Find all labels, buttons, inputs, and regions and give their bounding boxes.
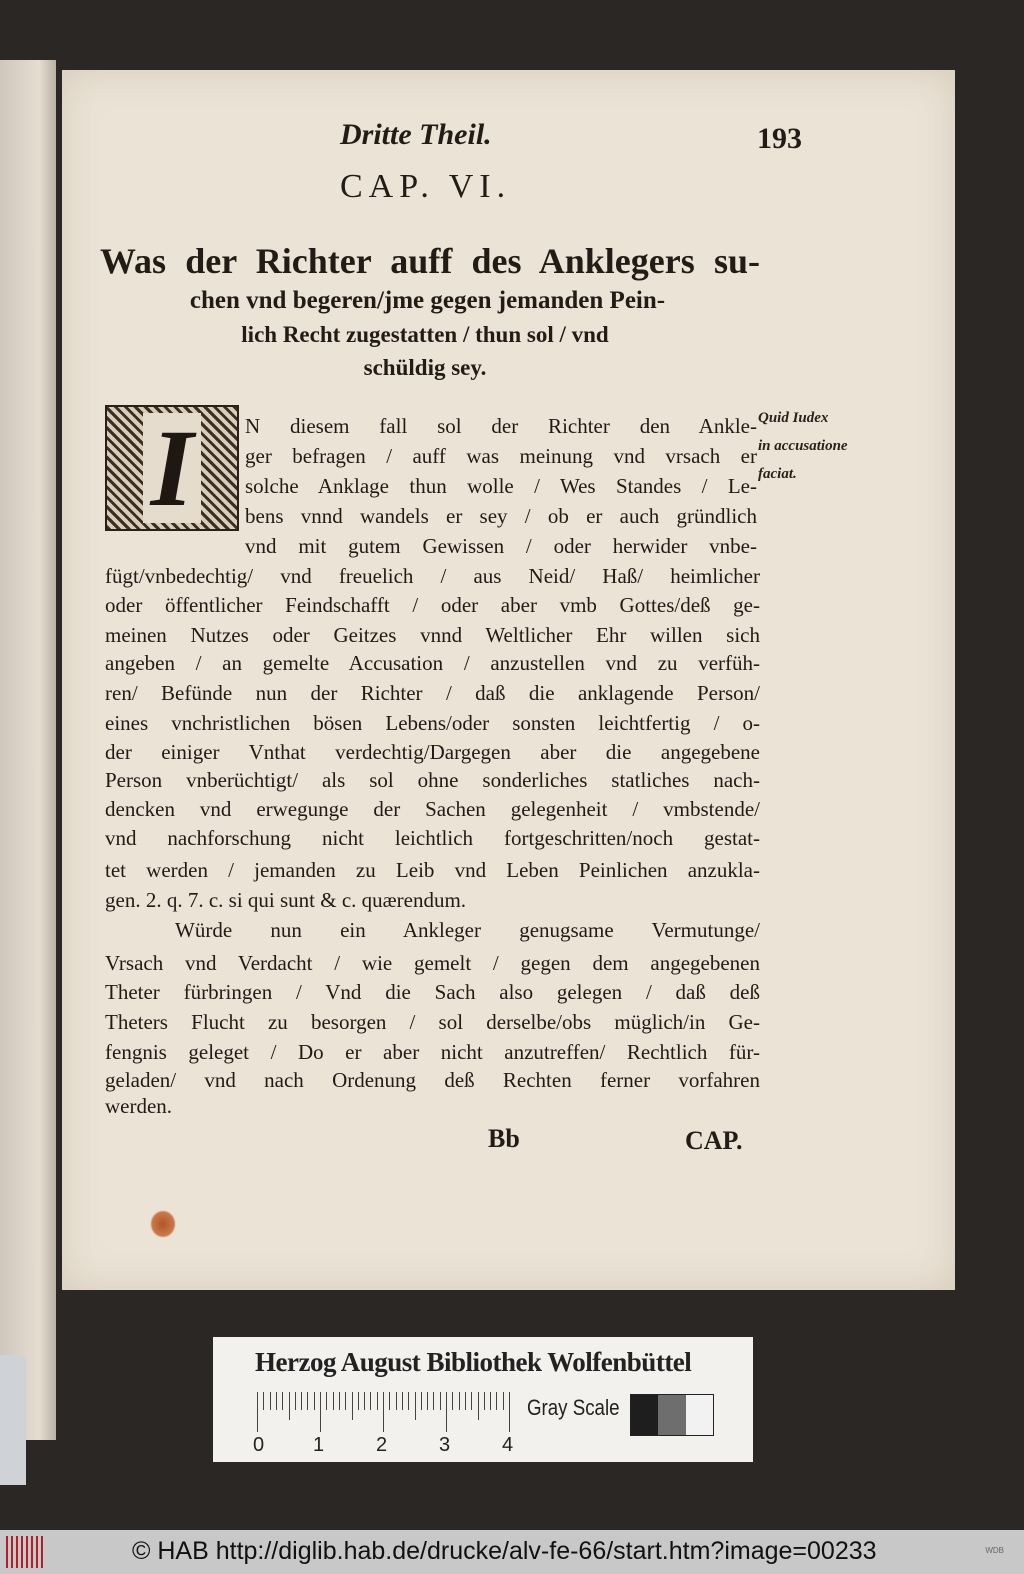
marginal-note: in accusatione bbox=[758, 438, 848, 454]
ruler-tick bbox=[389, 1392, 390, 1410]
body-line: Person vnberüchtigt/ als sol ohne sonderliches statliches nach- bbox=[105, 768, 760, 792]
page-number: 193 bbox=[757, 122, 802, 155]
ruler-label: 2 bbox=[376, 1434, 388, 1456]
ruler-tick bbox=[270, 1392, 271, 1410]
gray-scale-swatches bbox=[630, 1394, 714, 1436]
ruler-tick bbox=[364, 1392, 365, 1410]
chapter-title-line: schüldig sey. bbox=[363, 355, 487, 380]
ruler-label: 1 bbox=[313, 1434, 325, 1456]
gray-swatch bbox=[631, 1395, 658, 1435]
ruler-tick bbox=[446, 1392, 447, 1432]
ruler-tick bbox=[307, 1392, 308, 1410]
body-line: werden. bbox=[105, 1094, 173, 1118]
ruler-tick bbox=[352, 1392, 353, 1420]
ruler-tick bbox=[289, 1392, 290, 1420]
ruler-tick bbox=[427, 1392, 428, 1410]
ruler-tick bbox=[333, 1392, 334, 1410]
ruler-tick bbox=[263, 1392, 264, 1410]
body-line: angeben / an gemelte Accusation / anzustellen vnd zu verfüh- bbox=[105, 651, 760, 675]
chapter-title-line: lich Recht zugestatten / thun sol / vnd bbox=[241, 322, 609, 347]
body-line: vnd nachforschung nicht leichtlich fortgeschritten/noch gestat- bbox=[105, 826, 760, 850]
body-line: der einiger Vnthat verdechtig/Dargegen aber die angegebene bbox=[105, 740, 760, 764]
decorated-initial bbox=[105, 405, 239, 531]
ruler-label: 4 bbox=[502, 1434, 514, 1456]
copyright-url[interactable]: © HAB http://diglib.hab.de/drucke/alv-fe-66/start.htm?image=00233 bbox=[132, 1537, 877, 1565]
ruler-tick bbox=[295, 1392, 296, 1410]
ruler-tick bbox=[396, 1392, 397, 1410]
ruler-tick bbox=[465, 1392, 466, 1410]
body-line: meinen Nutzes oder Geitzes vnnd Weltlicher Ehr willen sich bbox=[105, 623, 760, 647]
ruler-tick bbox=[490, 1392, 491, 1410]
chapter-title-line: chen vnd begeren/jme gegen jemanden Pein- bbox=[189, 287, 666, 314]
ruler-tick bbox=[257, 1392, 258, 1432]
ruler-tick bbox=[314, 1392, 315, 1410]
ruler-tick bbox=[433, 1392, 434, 1410]
ruler-tick bbox=[509, 1392, 510, 1432]
body-line: vnd mit gutem Gewissen / oder herwider vnbe- bbox=[245, 534, 757, 558]
body-line: tet werden / jemanden zu Leib vnd Leben Peinlichen anzukla- bbox=[105, 858, 760, 882]
ruler-tick bbox=[421, 1392, 422, 1410]
ruler-tick bbox=[320, 1392, 321, 1432]
scale-card bbox=[213, 1337, 753, 1462]
body-line: Theter fürbringen / Vnd die Sach also gelegen / daß deß bbox=[105, 980, 760, 1004]
body-line: fügt/vnbedechtig/ vnd freuelich / aus Neid/ Haß/ heimlicher bbox=[105, 564, 760, 588]
body-line: Vrsach vnd Verdacht / wie gemelt / gegen dem angegebenen bbox=[105, 951, 760, 975]
facing-label-strip bbox=[0, 1355, 26, 1485]
marginal-note: faciat. bbox=[758, 466, 797, 482]
gray-scale-label: Gray Scale bbox=[527, 1395, 620, 1420]
running-head: Dritte Theil. bbox=[340, 118, 492, 151]
ruler-tick bbox=[282, 1392, 283, 1410]
ruler-tick bbox=[383, 1392, 384, 1432]
chapter-title-line: Was der Richter auff des Anklegers su- bbox=[100, 241, 760, 281]
ink-stain bbox=[150, 1210, 176, 1238]
body-line: dencken vnd erwegunge der Sachen gelegenheit / vmbstende/ bbox=[105, 797, 760, 821]
hab-logo-icon bbox=[6, 1536, 46, 1568]
body-line: gen. 2. q. 7. c. si qui sunt & c. quærendum. bbox=[105, 888, 467, 912]
ruler-tick bbox=[440, 1392, 441, 1410]
initial-letter: I bbox=[143, 413, 202, 523]
ruler-tick bbox=[496, 1392, 497, 1410]
marginal-note: Quid Iudex bbox=[758, 410, 829, 426]
ruler-tick bbox=[370, 1392, 371, 1410]
ruler-tick bbox=[478, 1392, 479, 1420]
body-line: solche Anklage thun wolle / Wes Standes / Le- bbox=[245, 474, 757, 498]
body-line: ger befragen / auff was meinung vnd vrsach er bbox=[245, 444, 757, 468]
ruler-label: 3 bbox=[439, 1434, 451, 1456]
body-line: ren/ Befünde nun der Richter / daß die anklagende Person/ bbox=[105, 681, 760, 705]
body-line: bens vnnd wandels er sey / ob er auch gründlich bbox=[245, 504, 757, 528]
ruler-tick bbox=[459, 1392, 460, 1410]
ruler-tick bbox=[326, 1392, 327, 1410]
ruler bbox=[257, 1392, 519, 1432]
ruler-tick bbox=[358, 1392, 359, 1410]
ruler-tick bbox=[452, 1392, 453, 1410]
body-line: fengnis geleget / Do er aber nicht anzutreffen/ Rechtlich für- bbox=[105, 1040, 760, 1064]
ruler-tick bbox=[339, 1392, 340, 1410]
body-line: eines vnchristlichen bösen Lebens/oder sonsten leichtfertig / o- bbox=[105, 711, 760, 735]
signature-mark: Bb bbox=[488, 1124, 520, 1153]
ruler-label: 0 bbox=[253, 1434, 265, 1456]
ruler-tick bbox=[408, 1392, 409, 1410]
gray-swatch bbox=[658, 1395, 685, 1435]
ruler-tick bbox=[276, 1392, 277, 1410]
body-line: Würde nun ein Ankleger genugsame Vermutunge/ bbox=[175, 918, 760, 942]
ruler-tick bbox=[377, 1392, 378, 1410]
institution-name: Herzog August Bibliothek Wolfenbüttel bbox=[255, 1347, 692, 1377]
facing-page-edge bbox=[0, 60, 56, 1440]
body-line: Theters Flucht zu besorgen / sol derselbe/obs müglich/in Ge- bbox=[105, 1010, 760, 1034]
gray-swatch bbox=[686, 1395, 713, 1435]
ruler-tick bbox=[301, 1392, 302, 1410]
catchword: CAP. bbox=[685, 1126, 743, 1155]
ruler-tick bbox=[484, 1392, 485, 1410]
chapter-heading: CAP. VI. bbox=[340, 168, 512, 205]
ruler-tick bbox=[415, 1392, 416, 1420]
ruler-tick bbox=[471, 1392, 472, 1410]
ruler-tick bbox=[402, 1392, 403, 1410]
body-line: geladen/ vnd nach Ordenung deß Rechten ferner vorfahren bbox=[105, 1068, 760, 1092]
ruler-tick bbox=[345, 1392, 346, 1410]
corner-mark: WDB bbox=[985, 1546, 1004, 1555]
ruler-tick bbox=[503, 1392, 504, 1410]
body-line: oder öffentlicher Feindschafft / oder aber vmb Gottes/deß ge- bbox=[105, 593, 760, 617]
footer-bar bbox=[0, 1530, 1024, 1574]
body-line: N diesem fall sol der Richter den Ankle- bbox=[245, 414, 757, 438]
